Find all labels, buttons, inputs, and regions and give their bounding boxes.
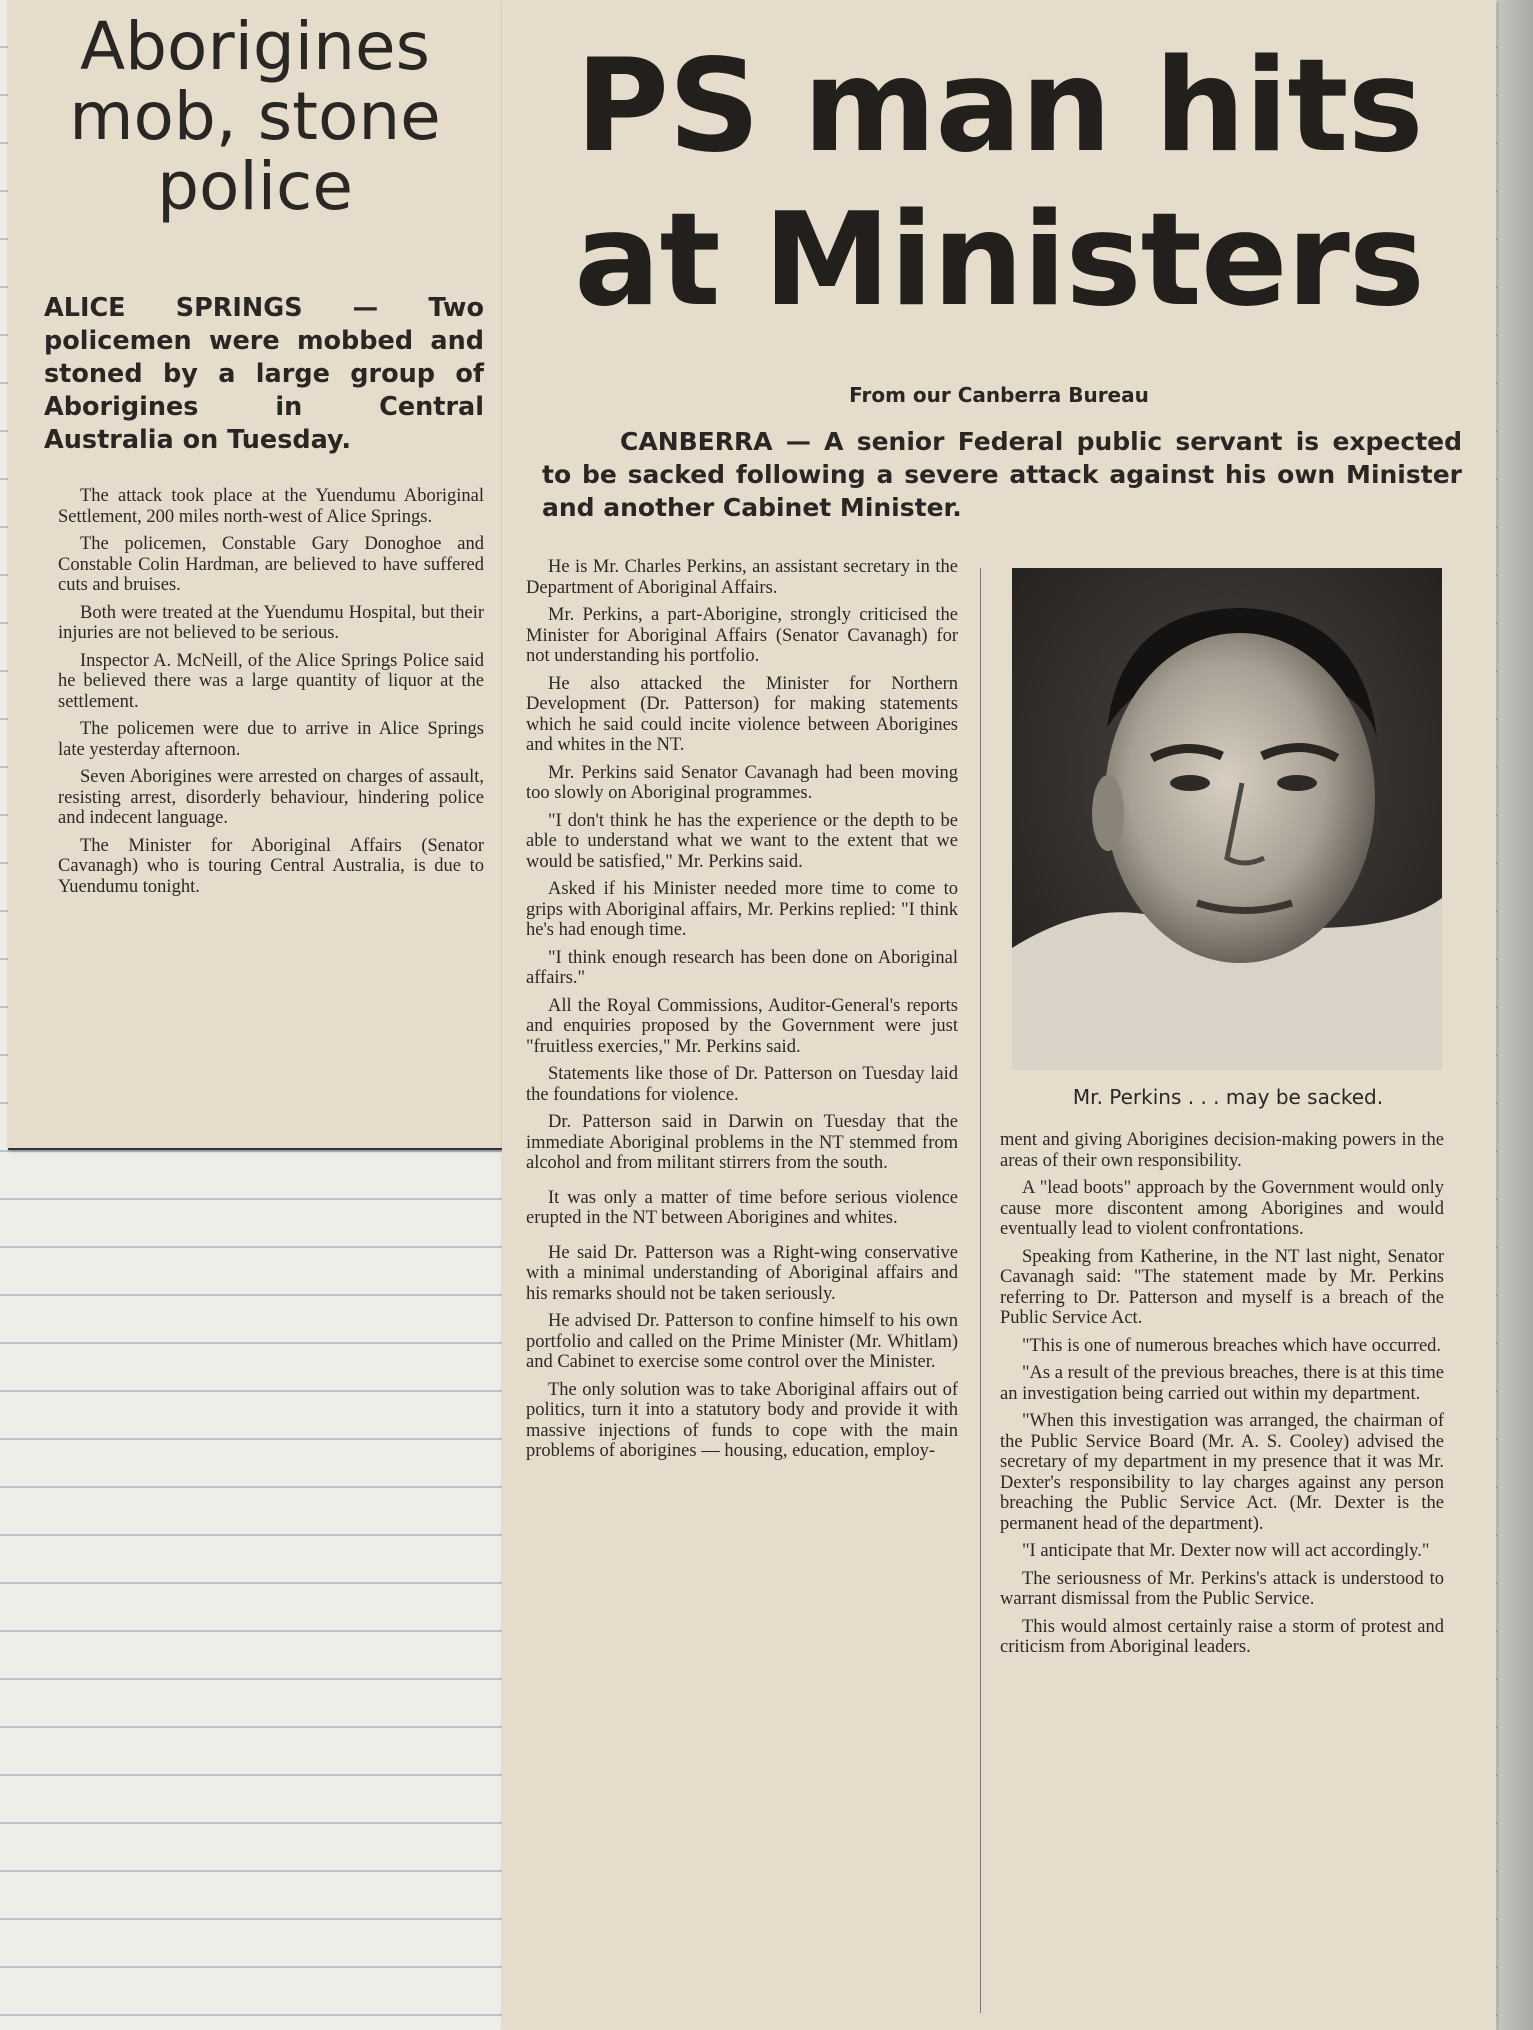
left-article-body — [58, 486, 484, 904]
portrait-photo — [1012, 568, 1442, 1070]
left-clipping — [8, 0, 502, 1150]
main-headline-line1: PS man hits — [575, 32, 1423, 181]
article-paragraph: All the Royal Commissions, Auditor-General's reports and enquiries proposed by the Government were just "fruitless exercies," Mr. Perkins said. — [526, 995, 958, 1057]
article-paragraph: Both were treated at the Yuendumu Hospital, but their injuries are not believed to be serious. — [58, 602, 484, 643]
article-paragraph: The attack took place at the Yuendumu Aboriginal Settlement, 200 miles north-west of Alice Springs. — [58, 486, 484, 527]
main-headline — [502, 30, 1496, 338]
article-paragraph: Speaking from Katherine, in the NT last night, Senator Cavanagh said: "The statement made by Mr. Perkins referring to Dr. Patterson and myself is a breach of the Public Service Act. — [1000, 1246, 1444, 1328]
article-paragraph: It was only a matter of time before serious violence erupted in the NT between Aborigines and whites. — [526, 1187, 958, 1228]
portrait-photo-image — [1012, 568, 1442, 1070]
main-headline-line2: at Ministers — [574, 186, 1424, 335]
main-column-2 — [1000, 1130, 1444, 1665]
main-lede: CANBERRA — A senior Federal public servant is expected to be sacked following a severe attack against his own Minister and another Cabinet Minister. — [542, 427, 1462, 522]
article-paragraph: "This is one of numerous breaches which have occurred. — [1022, 1335, 1442, 1356]
article-paragraph: Mr. Perkins said Senator Cavanagh had been moving too slowly on Aboriginal programmes. — [526, 762, 958, 803]
article-paragraph: He said Dr. Patterson was a Right-wing conservative with a minimal understanding of Aboriginal affairs and his remarks should not be taken seriously. — [526, 1242, 958, 1304]
article-paragraph: The Minister for Aboriginal Affairs (Senator Cavanagh) who is touring Central Australia, is due to Yuendumu tonight. — [58, 835, 484, 897]
column-rule — [980, 568, 981, 2013]
article-paragraph: The only solution was to take Aboriginal affairs out of politics, turn it into a statutory body and provide it with massive injections of funds to cope with the main problems of aborigines — housing, education, employ- — [526, 1379, 958, 1461]
article-paragraph: Statements like those of Dr. Patterson on Tuesday laid the foundations for violence. — [526, 1064, 958, 1105]
article-paragraph: Seven Aborigines were arrested on charges of assault, resisting arrest, disorderly behaviour, hindering police and indecent language. — [58, 767, 484, 828]
article-paragraph: ment and giving Aborigines decision-making powers in the areas of their own responsibility. — [1000, 1130, 1444, 1171]
main-clipping — [502, 0, 1496, 2030]
article-paragraph: This would almost certainly raise a storm of protest and criticism from Aboriginal leaders. — [1000, 1616, 1444, 1657]
clipping-cut-edge — [8, 1148, 502, 1150]
article-paragraph: "I don't think he has the experience or the depth to be able to understand what we want to the extent that we would be satisfied," Mr. Perkins said. — [526, 810, 958, 872]
article-paragraph: "I think enough research has been done on Aboriginal affairs." — [526, 947, 958, 988]
article-paragraph: The policemen, Constable Gary Donoghoe and Constable Colin Hardman, are believed to have suffered cuts and bruises. — [58, 534, 484, 595]
article-paragraph: "I anticipate that Mr. Dexter now will act accordingly." — [1022, 1541, 1430, 1561]
main-column-1 — [526, 557, 958, 1469]
article-paragraph: Inspector A. McNeill, of the Alice Springs Police said he believed there was a large quantity of liquor at the settlement. — [58, 650, 484, 712]
article-paragraph: The policemen were due to arrive in Alice Springs late yesterday afternoon. — [58, 719, 484, 760]
notebook-page-edge — [1497, 0, 1533, 2030]
article-paragraph: He also attacked the Minister for Northern Development (Dr. Patterson) for making statements which he said could incite violence between Aborigines and whites in the NT. — [526, 673, 958, 755]
article-paragraph: He is Mr. Charles Perkins, an assistant secretary in the Department of Aboriginal Affairs. — [526, 557, 958, 598]
left-lede: ALICE SPRINGS — Two policemen were mobbed and stoned by a large group of Aborigines in Central Australia on Tuesday. — [44, 293, 484, 455]
byline: From our Canberra Bureau — [849, 383, 1149, 407]
article-paragraph: A "lead boots" approach by the Government would only cause more discontent among Aborigines and would eventually lead to violent confrontations. — [1000, 1178, 1444, 1239]
article-paragraph: The seriousness of Mr. Perkins's attack is understood to warrant dismissal from the Public Service. — [1000, 1568, 1444, 1609]
left-headline: Aborigines mob, stone police — [69, 8, 441, 225]
article-paragraph: "As a result of the previous breaches, there is at this time an investigation being carried out within my department. — [1000, 1363, 1444, 1404]
article-paragraph: Asked if his Minister needed more time to come to grips with Aboriginal affairs, Mr. Perkins replied: "I think he's had enough time. — [526, 879, 958, 940]
article-paragraph: He advised Dr. Patterson to confine himself to his own portfolio and called on the Prime Minister (Mr. Whitlam) and Cabinet to exercise some control over the Minister. — [526, 1311, 958, 1372]
article-paragraph: "When this investigation was arranged, the chairman of the Public Service Board (Mr. A. S. Cooley) advised the secretary of my department in my presence that it was Mr. Dexter's responsibility to lay charges against any person breaching the Public Service Act. (Mr. Dexter is the permanent head of the department). — [1000, 1411, 1444, 1534]
article-paragraph: Dr. Patterson said in Darwin on Tuesday that the immediate Aboriginal problems in the NT stemmed from alcohol and from militant stirrers from the south. — [526, 1112, 958, 1173]
article-paragraph: Mr. Perkins, a part-Aborigine, strongly criticised the Minister for Aboriginal Affairs (Senator Cavanagh) for not understanding his portfolio. — [526, 605, 958, 666]
photo-caption: Mr. Perkins . . . may be sacked. — [1072, 1085, 1384, 1109]
